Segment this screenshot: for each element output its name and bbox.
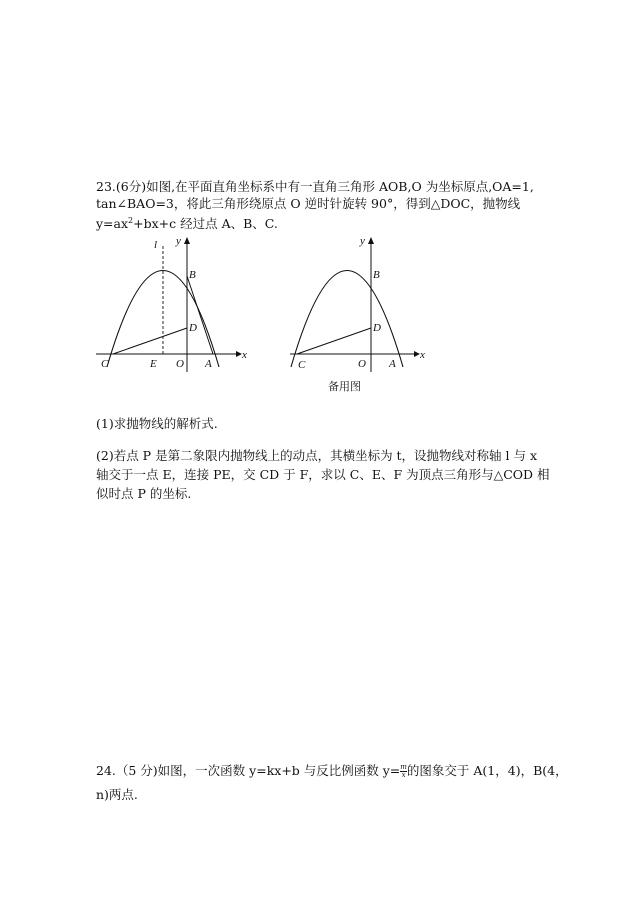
fig1-label-e: E — [150, 358, 157, 370]
q23-line-1: 23.(6分)如图,在平面直角坐标系中有一直角三角形 AOB,O 为坐标原点,OA=1, — [96, 179, 534, 194]
q23-part-1: (1)求抛物线的解析式. — [96, 416, 218, 431]
q23-line-2: tan∠BAO=3，将此三角形绕原点 O 逆时针旋转 90°，得到△DOC，抛物线 — [96, 196, 521, 211]
fig2-label-y: y — [360, 235, 365, 247]
q24-line-1-b: 的图象交于 A(1，4)，B(4， — [406, 763, 568, 778]
q24-fraction-den: x — [401, 771, 406, 779]
fig1-segment-cd — [113, 328, 187, 354]
fig2-parabola — [291, 271, 403, 368]
q23-line-3-b: +bx+c 经过点 A、B、C. — [133, 216, 278, 232]
fig1-segment-ab — [187, 276, 213, 354]
fig2-label-a: A — [389, 358, 396, 370]
figure-main — [92, 232, 252, 377]
q23-part-2-line-3: 似时点 P 的坐标. — [96, 486, 192, 501]
fig1-label-y: y — [176, 235, 181, 247]
q23-line-3-sup: 2 — [128, 216, 134, 225]
fig2-label-c: C — [298, 359, 306, 371]
q23-line-3 — [96, 213, 278, 232]
fig2-caption: 备用图 — [328, 380, 361, 393]
q23-line-3-a: y=ax — [96, 216, 129, 232]
q24-fraction — [400, 764, 407, 779]
fig2-label-b: B — [373, 269, 380, 281]
fig2-label-d: D — [373, 322, 381, 334]
fig2-label-o: O — [358, 358, 366, 370]
q24-line-1 — [96, 763, 568, 779]
fig1-label-d: D — [189, 322, 197, 334]
fig1-label-o: O — [176, 358, 184, 370]
fig2-y-arrow — [368, 237, 374, 244]
q23-part-2-line-1: (2)若点 P 是第二象限内抛物线上的动点，其横坐标为 t，设抛物线对称轴 l 与 x — [96, 448, 538, 463]
fig2-segment-cd — [297, 328, 371, 354]
fig1-y-arrow — [184, 237, 190, 244]
figure-backup — [286, 232, 436, 377]
fig2-label-x: x — [420, 349, 425, 361]
fig1-label-x: x — [242, 349, 247, 361]
fig1-label-l: l — [154, 239, 158, 251]
fig1-label-a: A — [205, 358, 212, 370]
fig1-label-c: C — [101, 358, 109, 370]
q23-part-2-line-2: 轴交于一点 E，连接 PE，交 CD 于 F，求以 C、E、F 为顶点三角形与△COD 相 — [96, 467, 550, 482]
q24-line-2: n)两点. — [96, 787, 138, 802]
q24-line-1-a: 24.（5 分)如图，一次函数 y=kx+b 与反比例函数 y= — [96, 763, 401, 778]
q24-fraction-num: m — [400, 763, 407, 771]
fig1-label-b: B — [189, 269, 196, 281]
